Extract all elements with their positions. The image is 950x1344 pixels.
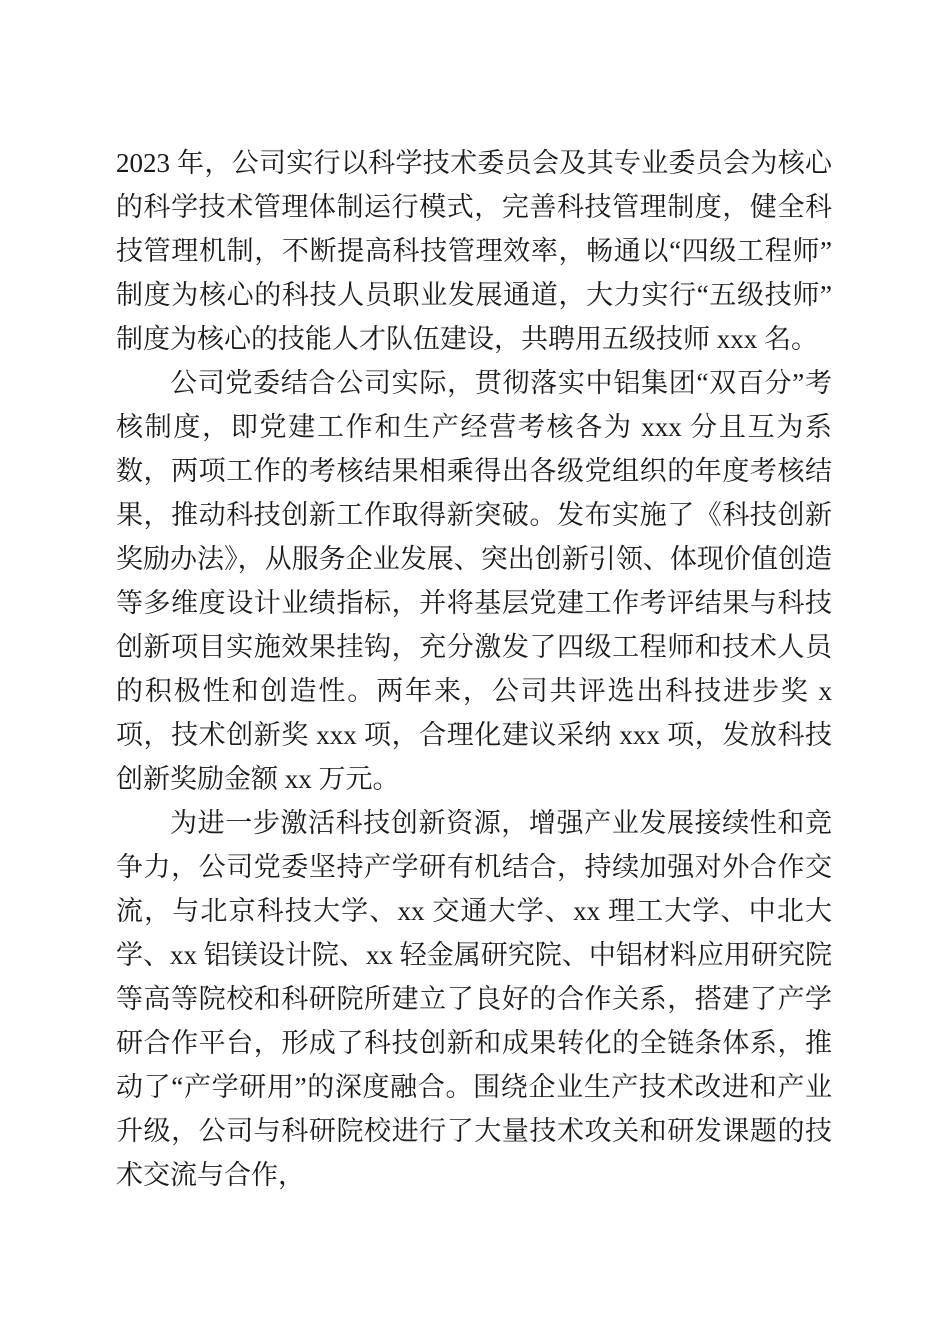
document-text-block — [116, 141, 832, 1197]
paragraph-tech-management: 2023 年，公司实行以科学技术委员会及其专业委员会为核心的科学技术管理体制运行模式，完善科技管理制度，健全科技管理机制，不断提高科技管理效率，畅通以“四级工程师”制度为核心的科技人员职业发展通道，大力实行“五级技师”制度为核心的技能人才队伍建设，共聘用五级技师 xxx 名。 — [116, 148, 832, 354]
paragraph-cooperation: 为进一步激活科技创新资源，增强产业发展接续性和竞争力，公司党委坚持产学研有机结合，持续加强对外合作交流，与北京科技大学、xx 交通大学、xx 理工大学、中北大学、xx 铝镁设计院、xx 轻金属研究院、中铝材料应用研究院等高等院校和科研院所建立了良好的合作关系，搭建了产学研合作平台，形成了科技创新和成果转化的全链条体系，推动了“产学研用”的深度融合。围绕企业生产技术改进和产业升级，公司与科研院校进行了大量技术攻关和研发课题的技术交流与合作， — [116, 808, 832, 1190]
paragraph-party-assessment: 公司党委结合公司实际，贯彻落实中铝集团“双百分”考核制度，即党建工作和生产经营考核各为 xxx 分且互为系数，两项工作的考核结果相乘得出各级党组织的年度考核结果，推动科技创新工作取得新突破。发布实施了《科技创新奖励办法》，从服务企业发展、突出创新引领、体现价值创造等多维度设计业绩指标，并将基层党建工作考评结果与科技创新项目实施效果挂钩，充分激发了四级工程师和技术人员的积极性和创造性。两年来，公司共评选出科技进步奖 x 项，技术创新奖 xxx 项，合理化建议采纳 xxx 项，发放科技创新奖励金额 xx 万元。 — [116, 368, 832, 794]
